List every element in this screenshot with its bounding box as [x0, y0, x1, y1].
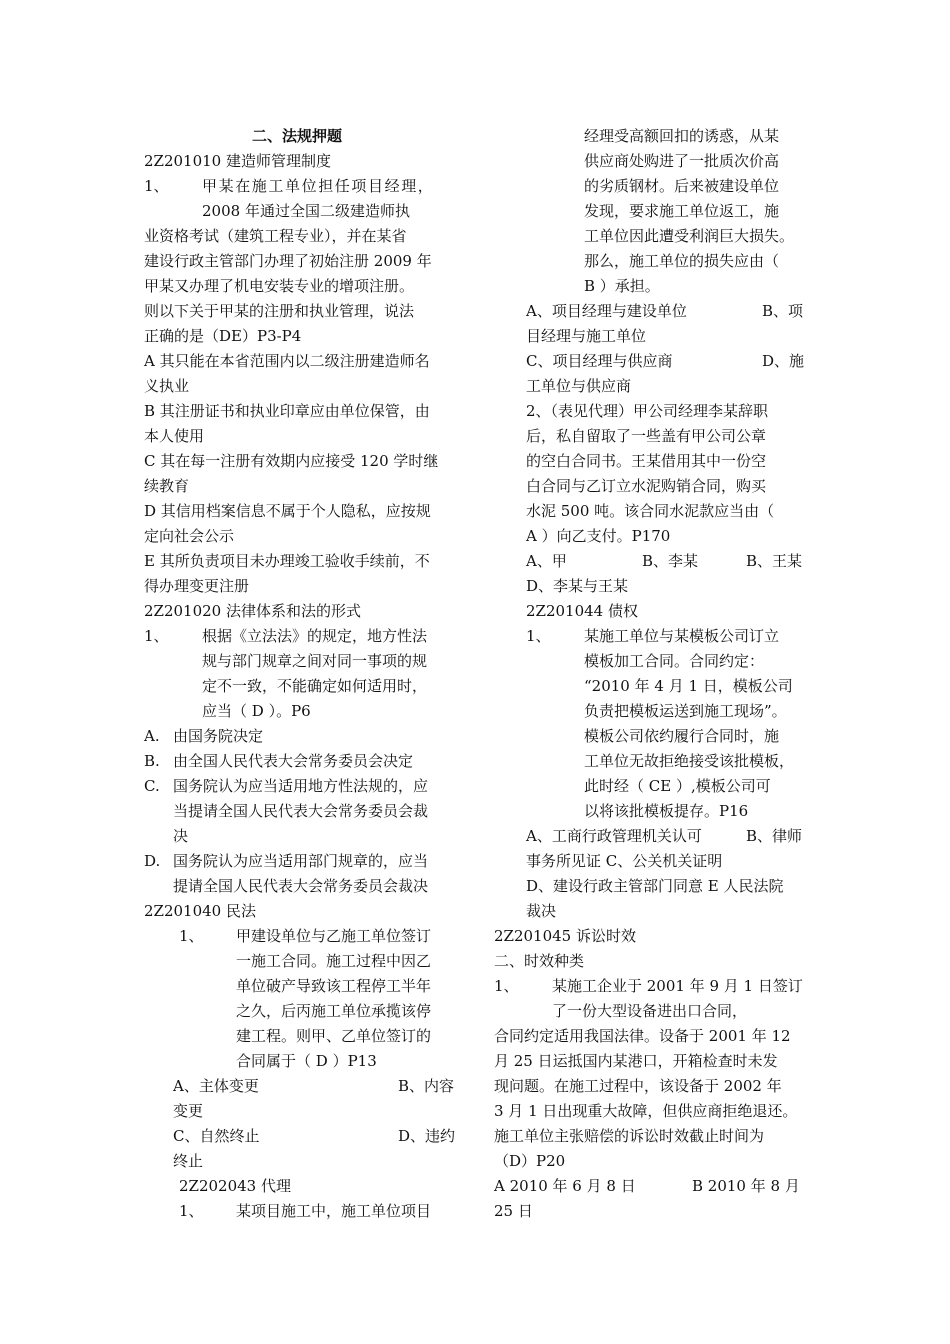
text-line: 合同约定适用我国法律。设备于 2001 年 12	[494, 1027, 791, 1045]
text-line: 应当（ D ）。P6	[202, 702, 311, 720]
text-line: 一施工合同。施工过程中因乙	[236, 952, 432, 970]
text-line: 的空白合同书。王某借用其中一份空	[526, 452, 767, 470]
text-line: 2、（表见代理）甲公司经理李某辞职	[526, 402, 769, 420]
option-line: B、王某	[746, 552, 803, 570]
text-line: （D）P20	[494, 1152, 566, 1170]
text-line: 提请全国人民代表大会常务委员会裁决	[173, 877, 429, 895]
text-line: 得办理变更注册	[144, 577, 250, 595]
option-line: D、建设行政主管部门同意 E 人民法院	[526, 877, 784, 895]
text-line: 续教育	[144, 477, 190, 495]
text-line: 了一份大型设备进出口合同，	[552, 1002, 748, 1020]
option-line: 事务所见证 C、公关机关证明	[526, 852, 723, 870]
section-heading: 2Z201040 民法	[144, 902, 256, 920]
text-line: 此时经（ CE ）,模板公司可	[584, 777, 771, 795]
text-line: 的劣质钢材。后来被建设单位	[584, 177, 780, 195]
text-line: 规与部门规章之间对同一事项的规	[202, 652, 428, 670]
text-line: 某项目施工中，施工单位项目	[236, 1202, 432, 1220]
option-line: E 其所负责项目未办理竣工验收手续前，不	[144, 552, 430, 570]
option-marker: A.	[144, 727, 160, 745]
section-heading: 2Z201010 建造师管理制度	[144, 152, 331, 170]
text-line: 3 月 1 日出现重大故障，但供应商拒绝退还。	[494, 1102, 798, 1120]
text-line: 业资格考试（建筑工程专业），并在某省	[144, 227, 407, 245]
text-line: 施工单位主张赔偿的诉讼时效截止时间为	[494, 1127, 765, 1145]
text-line: A ）向乙支付。P170	[526, 527, 671, 545]
text-line: 25 日	[494, 1202, 533, 1220]
text-line: 目经理与施工单位	[526, 327, 647, 345]
option-line: 由全国人民代表大会常务委员会决定	[173, 752, 414, 770]
page-title: 二、法规押题	[252, 127, 343, 145]
section-heading: 2Z201045 诉讼时效	[494, 927, 636, 945]
option-line: A、甲	[526, 552, 567, 570]
text-line: 某施工企业于 2001 年 9 月 1 日签订	[552, 977, 803, 995]
option-line: C、项目经理与供应商	[526, 352, 673, 370]
option-line: D、李某与王某	[526, 577, 629, 595]
text-line: 发现，要求施工单位返工，施	[584, 202, 780, 220]
text-line: 甲建设单位与乙施工单位签订	[236, 927, 432, 945]
option-line: B 其注册证书和执业印章应由单位保管，由	[144, 402, 430, 420]
text-line: 建工程。则甲、乙单位签订的	[236, 1027, 432, 1045]
text-line: 供应商处购进了一批质次价高	[584, 152, 780, 170]
option-marker: D.	[144, 852, 161, 870]
text-line: 模板加工合同。合同约定：	[584, 652, 765, 670]
option-line: A、项目经理与建设单位	[526, 302, 687, 320]
question-number: 1、	[179, 1202, 204, 1220]
text-line: B ）承担。	[584, 277, 660, 295]
option-line: B、项	[762, 302, 804, 320]
text-line: 白合同与乙订立水泥购销合同，购买	[526, 477, 767, 495]
right-column	[494, 124, 816, 1224]
question-number: 1、	[144, 177, 169, 195]
text-line: 工单位因此遭受利润巨大损失。	[584, 227, 795, 245]
question-number: 1、	[144, 627, 169, 645]
left-column	[144, 124, 462, 1224]
option-line: D 其信用档案信息不属于个人隐私，应按规	[144, 502, 431, 520]
text-line: 本人使用	[144, 427, 205, 445]
section-heading: 二、时效种类	[494, 952, 585, 970]
text-line: 现问题。在施工过程中，该设备于 2002 年	[494, 1077, 782, 1095]
option-line: B、律师	[746, 827, 803, 845]
text-line: 建设行政主管部门办理了初始注册 2009 年	[144, 252, 432, 270]
text-line: 水泥 500 吨。该合同水泥款应当由（	[526, 502, 775, 520]
text-line: 单位破产导致该工程停工半年	[236, 977, 432, 995]
option-marker: C.	[144, 777, 160, 795]
text-line: 某施工单位与某模板公司订立	[584, 627, 780, 645]
text-line: 工单位与供应商	[526, 377, 632, 395]
option-line: B、内容	[398, 1077, 455, 1095]
text-line: 定不一致，不能确定如何适用时，	[202, 677, 428, 695]
text-line: 以将该批模板提存。P16	[584, 802, 749, 820]
option-line: A、主体变更	[173, 1077, 259, 1095]
text-line: 甲某又办理了机电安装专业的增项注册。	[144, 277, 415, 295]
option-line: 国务院认为应当适用部门规章的，应当	[173, 852, 429, 870]
section-heading: 2Z202043 代理	[179, 1177, 291, 1195]
text-line: 决	[173, 827, 189, 845]
option-line: 由国务院决定	[173, 727, 264, 745]
text-line: 终止	[173, 1152, 204, 1170]
text-line: 当提请全国人民代表大会常务委员会裁	[173, 802, 429, 820]
text-line: 义执业	[144, 377, 190, 395]
question-number: 1、	[179, 927, 204, 945]
text-line: 2008 年通过全国二级建造师执	[202, 202, 410, 220]
option-line: B、李某	[642, 552, 699, 570]
option-line: D、施	[762, 352, 805, 370]
text-line: 正确的是（DE）P3-P4	[144, 327, 302, 345]
text-line: 经理受高额回扣的诱惑，从某	[584, 127, 780, 145]
section-heading: 2Z201044 债权	[526, 602, 638, 620]
text-line: 合同属于（ D ）P13	[236, 1052, 377, 1070]
option-line: A、工商行政管理机关认可	[526, 827, 702, 845]
question-number: 1、	[526, 627, 551, 645]
text-line: 负责把模板运送到施工现场”。	[584, 702, 787, 720]
text-line: 甲某在施工单位担任项目经理，	[202, 177, 435, 195]
text-line: 模板公司依约履行合同时，施	[584, 727, 780, 745]
option-line: 国务院认为应当适用地方性法规的，应	[173, 777, 429, 795]
text-line: 变更	[173, 1102, 204, 1120]
option-marker: B.	[144, 752, 160, 770]
text-line: 之久，后丙施工单位承揽该停	[236, 1002, 432, 1020]
option-line: A 2010 年 6 月 8 日	[494, 1177, 636, 1195]
option-line: B 2010 年 8 月	[692, 1177, 800, 1195]
text-line: 根据《立法法》的规定，地方性法	[202, 627, 428, 645]
text-line: 那么，施工单位的损失应由（	[584, 252, 780, 270]
option-line: C、自然终止	[173, 1127, 260, 1145]
text-line: 月 25 日运抵国内某港口，开箱检查时未发	[494, 1052, 778, 1070]
text-line: “2010 年 4 月 1 日，模板公司	[584, 677, 793, 695]
text-line: 定向社会公示	[144, 527, 235, 545]
text-line: 则以下关于甲某的注册和执业管理，说法	[144, 302, 415, 320]
question-number: 1、	[494, 977, 519, 995]
text-line: 后，私自留取了一些盖有甲公司公章	[526, 427, 767, 445]
text-line: 工单位无故拒绝接受该批模板，	[584, 752, 795, 770]
option-line: A 其只能在本省范围内以二级注册建造师名	[144, 352, 430, 370]
section-heading: 2Z201020 法律体系和法的形式	[144, 602, 361, 620]
option-line: C 其在每一注册有效期内应接受 120 学时继	[144, 452, 439, 470]
option-line: D、违约	[398, 1127, 456, 1145]
text-line: 裁决	[526, 902, 557, 920]
